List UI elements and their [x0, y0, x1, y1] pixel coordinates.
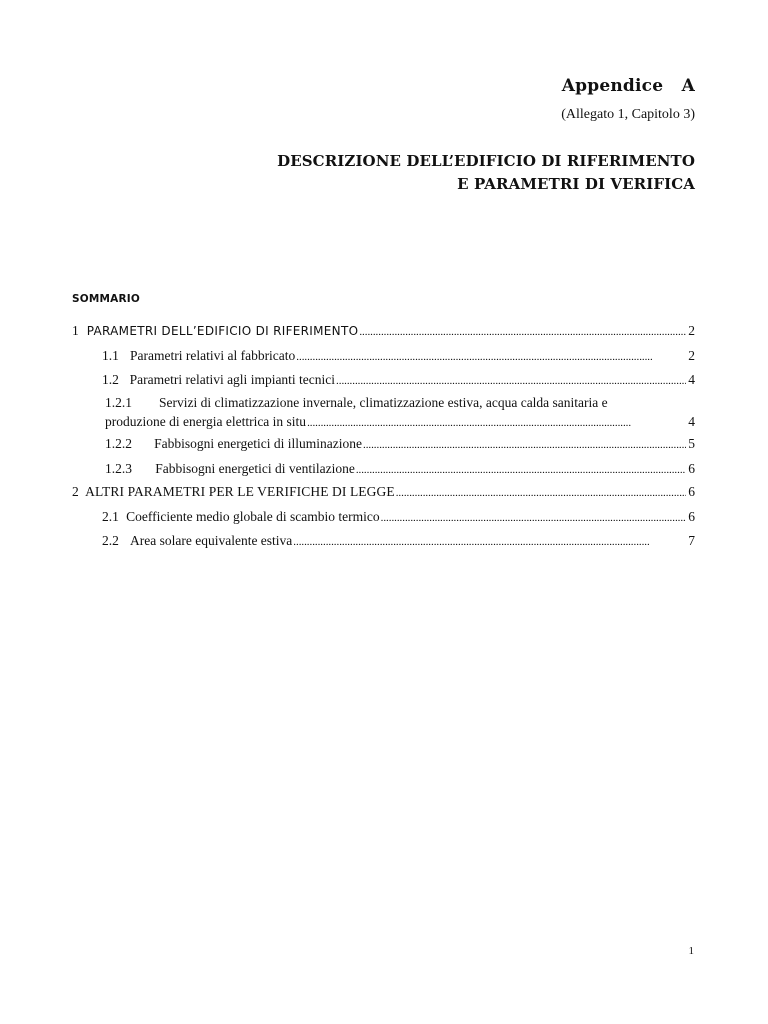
toc-dot-leader [381, 509, 687, 525]
toc-heading: SOMMARIO [72, 293, 141, 305]
toc-entry-1[interactable] [72, 323, 695, 343]
toc-entry-label: Coefficiente medio globale di scambio termico [126, 509, 380, 524]
toc-entry-number: 2 [72, 484, 79, 499]
toc-entry-label: ALTRI PARAMETRI PER LE VERIFICHE DI LEGGE [85, 484, 395, 499]
appendix-reference: (Allegato 1, Capitolo 3) [561, 107, 695, 122]
toc-entry-label: Area solare equivalente estiva [130, 533, 293, 548]
toc-entry-number-wrap [105, 395, 608, 411]
toc-entry-number: 2.2 [102, 533, 119, 548]
toc-entry-1-2-2[interactable] [105, 436, 695, 456]
toc-entry-label: Servizi di climatizzazione invernale, climatizzazione estiva, acqua calda sanitaria e [159, 395, 608, 410]
toc-dot-leader [307, 414, 687, 430]
document-title-line-1: DESCRIZIONE DELL’EDIFICIO DI RIFERIMENTO [277, 152, 695, 170]
toc-entry-label-continued: produzione di energia elettrica in situ [105, 414, 307, 429]
toc-entry-page: 2 [688, 323, 695, 338]
toc-entry-2[interactable] [72, 484, 695, 504]
toc-entry-page: 6 [688, 461, 695, 476]
toc-dot-leader [359, 323, 686, 339]
toc-dot-leader [336, 372, 686, 388]
toc-entry-page: 6 [688, 509, 695, 524]
toc-dot-leader [356, 461, 686, 477]
document-title [277, 150, 695, 196]
toc-entry-page: 5 [688, 436, 695, 451]
toc-entry-line-2 [105, 414, 695, 433]
toc-entry-page: 4 [688, 372, 695, 387]
toc-entry-1-2-3[interactable] [105, 461, 695, 481]
page-number: 1 [688, 945, 694, 957]
toc-entry-page: 6 [688, 484, 695, 499]
toc-entry-1-1[interactable] [102, 348, 695, 368]
toc-entry-label: Fabbisogni energetici di illuminazione [154, 436, 362, 451]
toc-entry-line-1 [105, 395, 695, 414]
toc-dot-leader [396, 484, 687, 500]
document-title-line-2: E PARAMETRI DI VERIFICA [457, 175, 695, 193]
toc-entry-number: 1.1 [102, 348, 119, 363]
toc-entry-number: 1.2.1 [105, 395, 132, 410]
toc-entry-page: 2 [688, 348, 695, 363]
toc-entry-2-2[interactable] [102, 533, 695, 553]
toc-entry-page: 7 [688, 533, 695, 548]
toc-entry-label: Parametri relativi al fabbricato [130, 348, 296, 363]
toc-entry-number: 1.2 [102, 372, 119, 387]
toc-entry-1-2[interactable] [102, 372, 695, 392]
toc-dot-leader [296, 348, 686, 364]
toc-dot-leader [363, 436, 686, 452]
toc-entry-page: 4 [688, 414, 695, 429]
toc-entry-label: PARAMETRI DELL’EDIFICIO DI RIFERIMENTO [86, 324, 359, 338]
toc-entry-number: 1.2.2 [105, 436, 132, 451]
toc-entry-number: 2.1 [102, 509, 119, 524]
toc-entry-2-1[interactable] [102, 509, 695, 529]
toc-entry-number: 1 [72, 323, 79, 338]
toc-dot-leader [293, 533, 686, 549]
appendix-title: Appendice A [561, 76, 695, 96]
toc-entry-number: 1.2.3 [105, 461, 132, 476]
toc-entry-label: Fabbisogni energetici di ventilazione [155, 461, 355, 476]
toc-entry-label: Parametri relativi agli impianti tecnici [129, 372, 336, 387]
toc-entry-1-2-1[interactable] [105, 395, 695, 433]
